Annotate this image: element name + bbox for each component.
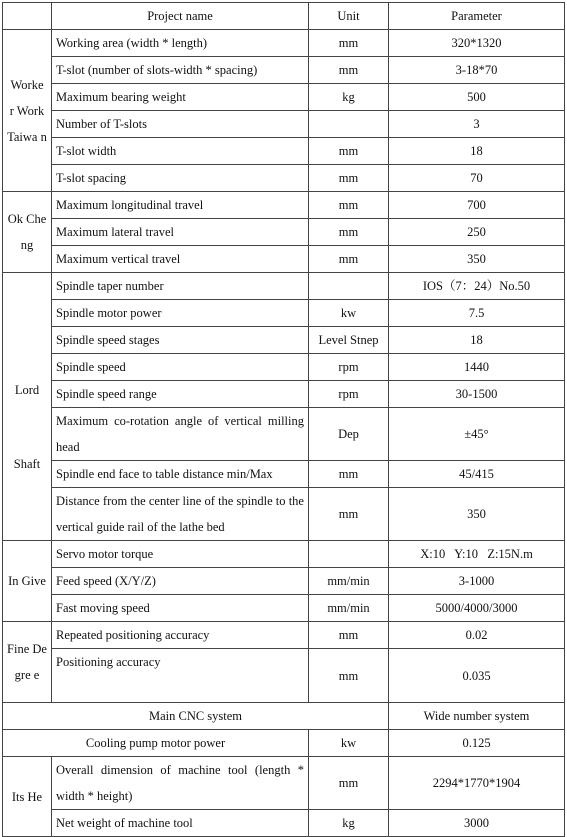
table-row [3,246,565,273]
table-row [3,461,565,488]
row-unit: rpm [309,354,389,381]
row-unit: mm [309,461,389,488]
row-name: Maximum vertical travel [52,246,309,273]
row-name: Net weight of machine tool [52,810,309,837]
group-travel: Ok Cheng [3,192,52,273]
table-row [3,111,565,138]
row-param: 3000 [389,810,565,837]
table-row [3,84,565,111]
group-feed: In Give [3,541,52,622]
table-row [3,138,565,165]
row-name: Repeated positioning accuracy [52,622,309,649]
row-unit: mm [309,138,389,165]
table-row [3,595,565,622]
header-unit: Unit [309,3,389,30]
row-unit: kw [309,300,389,327]
row-param: 0.02 [389,622,565,649]
row-unit: mm [309,165,389,192]
row-param: 500 [389,84,565,111]
row-name: Spindle motor power [52,300,309,327]
row-name: Number of T-slots [52,111,309,138]
row-param: 30-1500 [389,381,565,408]
row-name: Working area (width * length) [52,30,309,57]
row-unit: mm [309,488,389,541]
row-param: 3-18*70 [389,57,565,84]
table-row [3,730,565,757]
table-row [3,273,565,300]
row-param: 18 [389,327,565,354]
row-name: Fast moving speed [52,595,309,622]
row-unit: mm [309,192,389,219]
row-name: T-slot width [52,138,309,165]
row-name: Main CNC system [3,703,389,730]
row-name: Maximum co-rotation angle of vertical milling head [52,408,309,461]
row-unit: rpm [309,381,389,408]
table-row [3,703,565,730]
row-param: 350 [389,488,565,541]
table-row [3,300,565,327]
row-unit: kw [309,730,389,757]
row-unit [309,111,389,138]
row-param: 320*1320 [389,30,565,57]
row-name: Maximum lateral travel [52,219,309,246]
table-row [3,810,565,837]
table-row [3,622,565,649]
row-param: 350 [389,246,565,273]
row-name: Spindle speed range [52,381,309,408]
row-name: Servo motor torque [52,541,309,568]
table-row [3,757,565,810]
table-row [3,165,565,192]
row-param: 45/415 [389,461,565,488]
group-dims: Its He [3,757,52,837]
table-row [3,408,565,461]
table-row [3,57,565,84]
header-project-name: Project name [52,3,309,30]
row-name: Spindle taper number [52,273,309,300]
row-param: 5000/4000/3000 [389,595,565,622]
table-row [3,192,565,219]
row-param: ±45° [389,408,565,461]
row-name: Overall dimension of machine tool (length * width * height) [52,757,309,810]
row-unit: mm [309,246,389,273]
row-name: Spindle end face to table distance min/Max [52,461,309,488]
row-name: Positioning accuracy [52,649,309,703]
table-row [3,568,565,595]
row-unit: mm [309,649,389,703]
group-spindle [3,273,52,541]
row-unit: Level Stnep [309,327,389,354]
table-row [3,488,565,541]
table-row [3,541,565,568]
row-unit [309,541,389,568]
group-accuracy: Fine Degre e [3,622,52,703]
group-worktable: Worke r Work Taiwa n [3,30,52,192]
row-unit: mm [309,57,389,84]
row-name: Spindle speed stages [52,327,309,354]
row-unit: mm [309,30,389,57]
row-param: 7.5 [389,300,565,327]
row-name: T-slot (number of slots-width * spacing) [52,57,309,84]
row-unit: mm [309,622,389,649]
row-param: 70 [389,165,565,192]
row-name: Feed speed (X/Y/Z) [52,568,309,595]
row-name: Maximum longitudinal travel [52,192,309,219]
row-param: Wide number system [389,703,565,730]
spec-table [2,2,565,837]
table-row [3,327,565,354]
row-name: Cooling pump motor power [3,730,309,757]
table-row [3,219,565,246]
row-param: 3-1000 [389,568,565,595]
table-row [3,381,565,408]
row-param: 1440 [389,354,565,381]
row-param: 250 [389,219,565,246]
row-param: X:10 Y:10 Z:15N.m [389,541,565,568]
row-param: IOS（7：24）No.50 [389,273,565,300]
row-unit: kg [309,84,389,111]
row-name: Distance from the center line of the spindle to the vertical guide rail of the lathe bed [52,488,309,541]
group-spindle-b: Shaft [13,456,41,471]
row-unit: kg [309,810,389,837]
row-param: 2294*1770*1904 [389,757,565,810]
group-spindle-a: Lord [14,382,40,397]
row-name: Maximum bearing weight [52,84,309,111]
row-param: 3 [389,111,565,138]
row-unit [309,273,389,300]
row-unit: mm [309,219,389,246]
row-unit: mm/min [309,568,389,595]
row-unit: mm [309,757,389,810]
table-row [3,30,565,57]
row-param: 0.125 [389,730,565,757]
row-param: 700 [389,192,565,219]
row-unit: mm/min [309,595,389,622]
header-row [3,3,565,30]
table-row [3,354,565,381]
table-row [3,649,565,703]
header-parameter: Parameter [389,3,565,30]
row-unit: Dep [309,408,389,461]
row-param: 18 [389,138,565,165]
row-name: Spindle speed [52,354,309,381]
row-name: T-slot spacing [52,165,309,192]
header-group [3,3,52,30]
row-param: 0.035 [389,649,565,703]
